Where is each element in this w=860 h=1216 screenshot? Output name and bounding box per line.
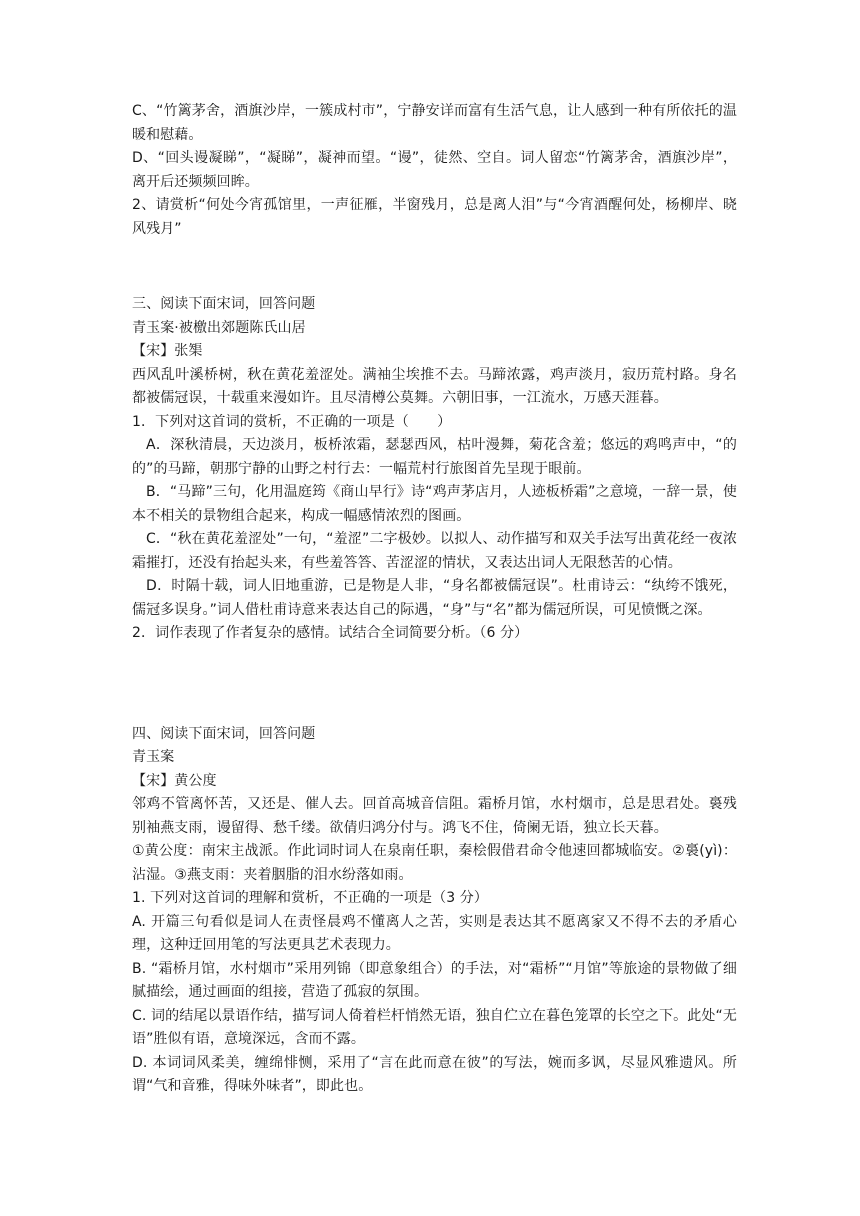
- s4-poem-title: 青玉案: [132, 749, 175, 765]
- s4-option-c: C. 词的结尾以景语作结，描写词人倚着栏杆悄然无语，独自伫立在暮色笼罩的长空之下。此处“无语”胜似有语，意境深远，含而不露。: [132, 1007, 737, 1047]
- s2-option-c: C、“竹篱茅舍，酒旗沙岸，一簇成村市”，宁静安详而富有生活气息，让人感到一种有所依托的温暖和慰藉。: [132, 103, 737, 143]
- s3-poem-text: 西风乱叶溪桥树，秋在黄花羞涩处。满袖尘埃推不去。马蹄浓露，鸡声淡月，寂历荒村路。身名都被儒冠误，十载重来漫如许。且尽清樽公莫舞。六朝旧事，一江流水，万感天涯暮。: [132, 366, 737, 406]
- s2-option-d: D、“回头谩凝睇”，“凝睇”，凝神而望。“谩”，徒然、空自。词人留恋“竹篱茅舍，酒旗沙岸”，离开后还频频回眸。: [132, 150, 737, 190]
- section-gap: [132, 646, 737, 723]
- s4-option-d: D. 本词词风柔美，缠绵悱恻，采用了“言在此而意在彼”的写法，婉而多讽，尽显风雅遗风。所谓“气和音雅，得味外味者”，即此也。: [132, 1054, 737, 1094]
- s4-question-1: 1. 下列对这首词的理解和赏析，不正确的一项是（3 分）: [132, 890, 488, 906]
- s3-poem-title: 青玉案·被檄出郊题陈氏山居: [132, 319, 306, 336]
- s3-option-b: B．“马蹄”三句，化用温庭筠《商山早行》诗“鸡声茅店月，人迹板桥霜”之意境，一辞一景，使本不相关的景物组合起来，构成一幅感情浓烈的图画。: [132, 484, 737, 524]
- s4-option-a: A. 开篇三句看似是词人在责怪晨鸡不懂离人之苦，实则是表达其不愿离家又不得不去的矛盾心理，这种迂回用笔的写法更具艺术表现力。: [132, 913, 737, 953]
- s3-question-1: 1．下列对这首词的赏析，不正确的一项是（ ）: [132, 413, 452, 430]
- s4-notes: ①黄公度：南宋主战派。作此词时词人在泉南任职，秦桧假借君命令他速回都城临安。②裛(yì)：沾湿。③燕支雨：夹着胭脂的泪水纷落如雨。: [132, 843, 737, 883]
- section-gap: [132, 241, 737, 293]
- s2-question-2: 2、请赏析“何处今宵孤馆里，一声征雁，半窗残月，总是离人泪”与“今宵酒醒何处，杨柳岸、晓风残月”: [132, 197, 737, 237]
- s4-heading: 四、阅读下面宋词，回答问题: [132, 725, 316, 742]
- s3-author: 【宋】张榘: [132, 343, 203, 359]
- s4-option-b: B. “霜桥月馆，水村烟市”采用列锦（即意象组合）的手法，对“霜桥”“月馆”等旅途的景物做了细腻描绘，通过画面的组接，营造了孤寂的氛围。: [132, 960, 737, 1000]
- document-body: [132, 100, 737, 1099]
- s3-option-c: C．“秋在黄花羞涩处”一句，“羞涩”二字极妙。以拟人、动作描写和双关手法写出黄花经一夜浓霜摧打，还没有抬起头来，有些羞答答、苦涩涩的情状，又表达出词人无限愁苦的心情。: [132, 531, 737, 571]
- s3-option-a: A．深秋清晨，天边淡月，板桥浓霜，瑟瑟西风，枯叶漫舞，菊花含羞；悠远的鸡鸣声中，“的的”的马蹄，朝那宁静的山野之村行去：一幅荒村行旅图首先呈现于眼前。: [132, 437, 737, 477]
- s3-option-d: D．时隔十载，词人旧地重游，已是物是人非，“身名都被儒冠误”。杜甫诗云：“纨绔不饿死，儒冠多误身。”词人借杜甫诗意来表达自己的际遇，“身”与“名”都为儒冠所误，可见愤慨之深。: [132, 578, 737, 618]
- s4-poem-text: 邻鸡不管离怀苦，又还是、催人去。回首高城音信阻。霜桥月馆，水村烟市，总是思君处。裛残别袖燕支雨，谩留得、愁千缕。欲倩归鸿分付与。鸿飞不住，倚阑无语，独立长天暮。: [132, 796, 737, 836]
- s4-author: 【宋】黄公度: [132, 772, 217, 789]
- s3-heading: 三、阅读下面宋词，回答问题: [132, 296, 316, 312]
- s3-question-2: 2．词作表现了作者复杂的感情。试结合全词简要分析。（6 分）: [132, 625, 529, 641]
